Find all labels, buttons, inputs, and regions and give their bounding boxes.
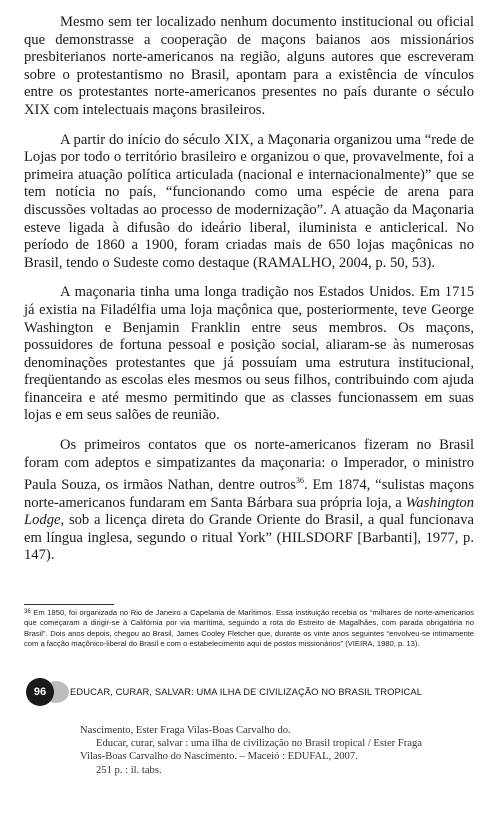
paragraph-3: A maçonaria tinha uma longa tradição nos Estados Unidos. Em 1715 já existia na Filadélfia uma loja maçônica que, posteriormente, teve George Washington e Benjamin Franklin entre seus membros. Os maçons, possuidores de fortuna pessoal e posição social, aliaram-se às numerosas denominações protestantes que já possuíam uma estrutura institucional, freqüentando as escolas eles mesmos ou seus filhos, contribuindo com ajuda financeira e até mesmo permitindo que as classes funcionassem em suas lojas e em seus salões de reunião. [24,284,474,424]
body-text [24,14,474,577]
paragraph-4-text-c: , sob a licença direta do Grande Oriente do Brasil, a qual funcionava em língua inglesa, segundo o ritual York” (HILSDORF [Barbanti], 1977, p. 147). [24,512,474,564]
paragraph-1: Mesmo sem ter localizado nenhum documento institucional ou oficial que demonstrasse a cooperação de maçons baianos aos missionários presbiterianos norte-americanos na região, alguns autores que escreveram sobre o protestantismo no Brasil, apontam para a existência de vínculos entre os protestantes norte-americanos presentes no país durante o século XIX com intelectuais maçons brasileiros. [24,14,474,118]
catalog-line-author: Nascimento, Ester Fraga Vilas-Boas Carvalho do. [80,725,291,736]
catalog-record [80,724,480,777]
footnote-text: Em 1850, foi organizada no Rio de Janeiro a Capelania de Marítimos. Essa instituição recebia os “milhares de norte-americanos que começaram a dirigir-se à Califórnia por via marítima, seguindo a rota do Estreito de Magalhães, com parada obrigatória no Brasil”. Dois anos depois, chegou ao Brasil, James Cooley Fletcher que, durante os vinte anos seguintes “envolveu-se intimamente com a facção maçônico-liberal do Brasil e com o estabelecimento aqui de postos missionários” (VIEIRA, 1980, p. 13). [24,608,474,649]
paragraph-4-text-a: Os primeiros contatos que os norte-americanos fizeram no Brasil foram com adeptos e simpatizantes da maçonaria: o Imperador, o ministro Paula Souza, os irmãos Nathan, dentre outros [24,437,474,494]
footnote-ref-36: 36 [296,476,304,486]
running-title: EDUCAR, CURAR, SALVAR: UMA ILHA DE CIVILIZAÇÃO NO BRASIL TROPICAL [70,686,423,697]
footnote-36 [24,608,474,650]
catalog-line-title: Educar, curar, salvar : uma ilha de civilização no Brasil tropical / Ester Fraga [96,738,422,750]
catalog-line-publication: Vilas-Boas Carvalho do Nascimento. – Maceió : EDUFAL, 2007. [80,751,358,763]
page-footer [26,678,476,706]
footnote-divider [24,604,114,605]
page-number-badge: 96 [26,678,54,706]
paragraph-4-text-b: . Em 1874, “sulistas maçons norte-americanos fundaram em Santa Bárbara sua própria loja, a [24,477,474,511]
footnote-number: 36 [24,609,31,615]
paragraph-4 [24,437,474,565]
washington-lodge-italic: Washington Lodge [24,494,474,529]
paragraph-2: A partir do início do século XIX, a Maçonaria organizou uma “rede de Lojas por todo o território brasileiro e organizou o que, provavelmente, foi a primeira atuação política articulada (nacional e internacionalmente)” que se tem notícia no país, “funcionando como uma espécie de arena para discussões voltadas ao processo de modernização”. A atuação da Maçonaria esteve ligada à difusão do ideário liberal, iluminista e anticlerical. No período de 1860 a 1900, foram criadas mais de 650 lojas maçônicas no Brasil, tendo o Sudeste como destaque (RAMALHO, 2004, p. 50, 53). [24,131,474,271]
catalog-line-extent: 251 p. : il. tabs. [96,764,162,776]
